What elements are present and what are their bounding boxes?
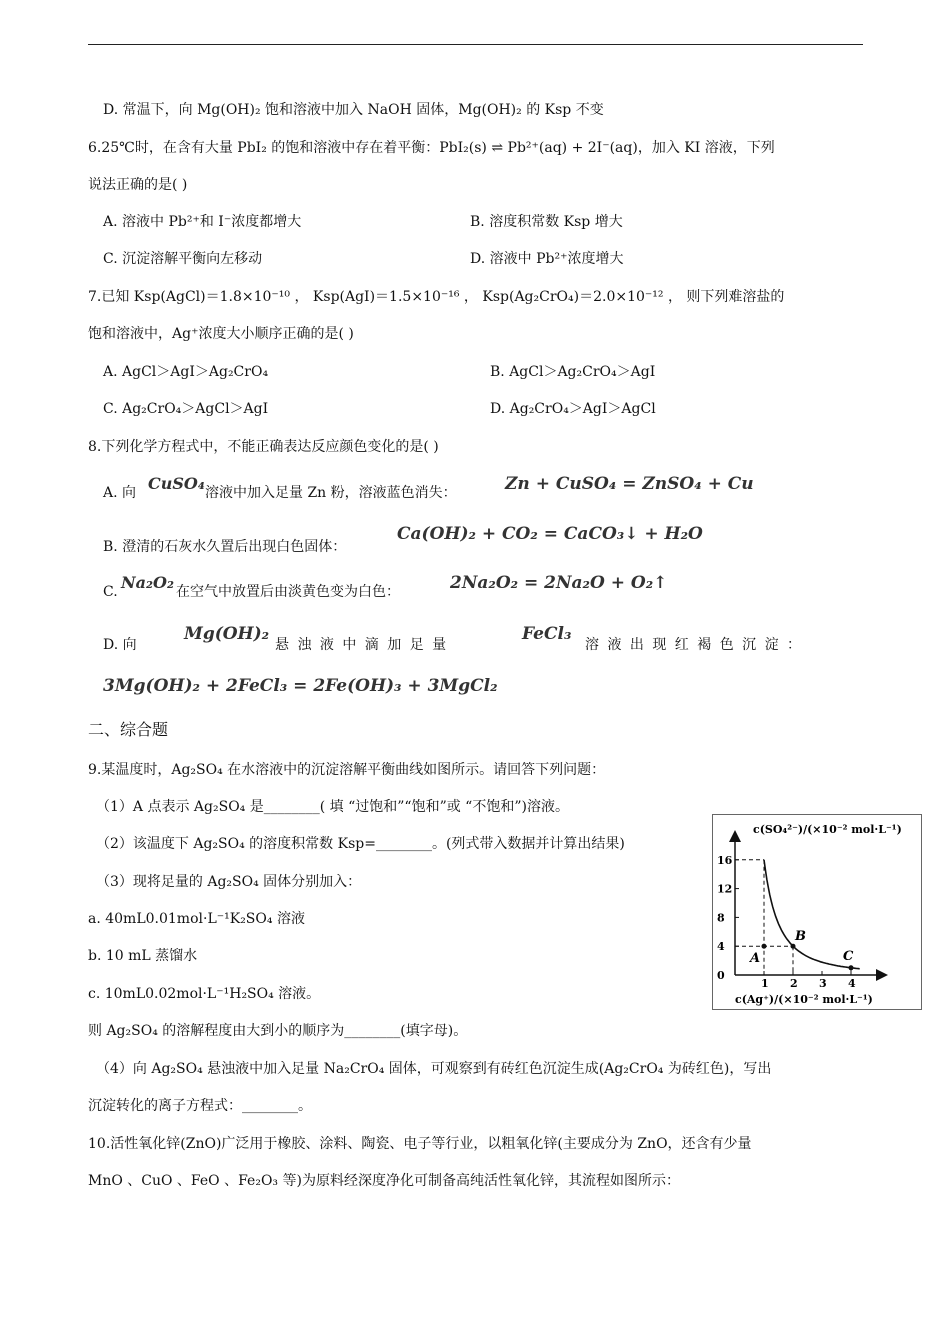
chart-x-tick-label: 2 (790, 977, 798, 990)
q9-part3-c: c. 10mL0.02mol·L⁻¹H₂SO₄ 溶液。 (88, 986, 321, 1002)
q5-option-d: D. 常温下，向 Mg(OH)₂ 饱和溶液中加入 NaOH 固体，Mg(OH)₂ 的 Ksp 不变 (103, 102, 604, 118)
q9-part4-line1: （4）向 Ag₂SO₄ 悬浊液中加入足量 Na₂CrO₄ 固体，可观察到有砖红色沉淀生成(Ag₂CrO₄ 为砖红色)，写出 (96, 1061, 772, 1077)
chart-svg (713, 815, 921, 1009)
q8-option-d-text2: 溶 液 出 现 红 褐 色 沉 淀 ： (585, 637, 804, 653)
chart-point-c (849, 965, 854, 970)
q7-option-d: D. Ag₂CrO₄＞AgI＞AgCl (490, 401, 656, 417)
q9-part3-b: b. 10 mL 蒸馏水 (88, 948, 198, 964)
q8-option-c-text: 在空气中放置后由淡黄色变为白色： (176, 584, 400, 600)
q8-option-b-equation: Ca(OH)₂ + CO₂ = CaCO₃↓ + H₂O (397, 524, 703, 544)
chart-point-label: B (795, 929, 806, 945)
q8-option-d-equation: 3Mg(OH)₂ + 2FeCl₃ = 2Fe(OH)₃ + 3MgCl₂ (103, 676, 498, 696)
q6-option-a: A. 溶液中 Pb²⁺和 I⁻浓度都增大 (103, 214, 302, 230)
chart-y-tick-label: 12 (717, 882, 733, 896)
header-rule (88, 44, 863, 45)
chart-x-tick-label: 1 (761, 977, 769, 990)
q6-stem-line2: 说法正确的是( ) (88, 177, 188, 193)
q10-line2: MnO 、CuO 、FeO 、Fe₂O₃ 等)为原料经深度净化可制备高纯活性氧化锌，其流程如图所示： (88, 1173, 680, 1189)
q8-option-d-formula1: Mg(OH)₂ (184, 624, 270, 644)
chart-point-a (762, 944, 767, 949)
q7-option-c: C. Ag₂CrO₄＞AgCl＞AgI (103, 401, 269, 417)
chart-ylabel: c(SO₄²⁻)/(×10⁻² mol·L⁻¹) (753, 823, 902, 836)
q7-stem-line2: 饱和溶液中，Ag⁺浓度大小顺序正确的是( ) (88, 326, 354, 342)
q6-option-b: B. 溶度积常数 Ksp 增大 (470, 214, 623, 230)
chart-xlabel: c(Ag⁺)/(×10⁻² mol·L⁻¹) (735, 993, 873, 1006)
chart-x-tick-label: 3 (819, 977, 827, 990)
q9-part3-a: a. 40mL0.01mol·L⁻¹K₂SO₄ 溶液 (88, 911, 305, 927)
q7-stem-line1: 7.已知 Ksp(AgCl)＝1.8×10⁻¹⁰ ， Ksp(AgI)＝1.5×10⁻¹⁶ ， Ksp(Ag₂CrO₄)＝2.0×10⁻¹² ， 则下列难溶盐的 (88, 289, 785, 305)
q10-line1: 10.活性氧化锌(ZnO)广泛用于橡胶、涂料、陶瓷、电子等行业，以粗氧化锌(主要成分为 ZnO，还含有少量 (88, 1136, 752, 1152)
q6-stem-line1: 6.25℃时，在含有大量 PbI₂ 的饱和溶液中存在着平衡：PbI₂(s) ⇌ Pb²⁺(aq) + 2I⁻(aq)，加入 KI 溶液，下列 (88, 140, 775, 156)
q9-part4-line2: 沉淀转化的离子方程式：________。 (88, 1098, 312, 1114)
q6-option-d: D. 溶液中 Pb²⁺浓度增大 (470, 251, 624, 267)
chart-y-tick-label: 8 (717, 911, 725, 925)
q8-option-a-formula: CuSO₄ (148, 474, 205, 493)
q9-part3: （3）现将足量的 Ag₂SO₄ 固体分别加入： (96, 874, 362, 890)
chart-y-tick-label: 4 (717, 940, 725, 954)
q8-option-b-text: B. 澄清的石灰水久置后出现白色固体： (103, 539, 347, 555)
chart-point-label: A (750, 951, 761, 967)
q8-option-c-prefix: C. (103, 584, 118, 600)
q8-option-d-formula2: FeCl₃ (522, 624, 572, 644)
chart-point-label: C (843, 948, 854, 964)
q8-option-a-prefix: A. 向 (103, 485, 137, 501)
q6-option-c: C. 沉淀溶解平衡向左移动 (103, 251, 263, 267)
q8-stem: 8.下列化学方程式中，不能正确表达反应颜色变化的是( ) (88, 439, 439, 455)
q9-stem: 9.某温度时，Ag₂SO₄ 在水溶液中的沉淀溶解平衡曲线如图所示。请回答下列问题： (88, 762, 606, 778)
solubility-chart (712, 814, 922, 1010)
q8-option-a-equation: Zn + CuSO₄ = ZnSO₄ + Cu (505, 474, 754, 494)
q7-option-b: B. AgCl＞Ag₂CrO₄＞AgI (490, 364, 656, 380)
q8-option-d-text1: 悬 浊 液 中 滴 加 足 量 (275, 637, 449, 653)
chart-y-tick-label: 0 (717, 969, 725, 982)
q8-option-c-equation: 2Na₂O₂ = 2Na₂O + O₂↑ (450, 573, 668, 593)
chart-x-tick-label: 4 (848, 977, 856, 990)
q8-option-d-prefix: D. 向 (103, 637, 137, 653)
chart-point-b (791, 944, 796, 949)
q8-option-c-formula: Na₂O₂ (121, 573, 174, 592)
chart-y-tick-label: 16 (717, 853, 733, 867)
q9-part3-question: 则 Ag₂SO₄ 的溶解程度由大到小的顺序为________(填字母)。 (88, 1023, 468, 1039)
q8-option-a-text: 溶液中加入足量 Zn 粉，溶液蓝色消失： (205, 485, 457, 501)
q9-part1: （1）A 点表示 Ag₂SO₄ 是________( 填 “过饱和”“饱和”或 “不饱和”)溶液。 (96, 799, 569, 815)
section-title: 二、综合题 (88, 720, 169, 739)
q7-option-a: A. AgCl＞AgI＞Ag₂CrO₄ (103, 364, 269, 380)
q9-part2: （2）该温度下 Ag₂SO₄ 的溶度积常数 Ksp=________。(列式带入数据并计算出结果) (96, 836, 625, 852)
